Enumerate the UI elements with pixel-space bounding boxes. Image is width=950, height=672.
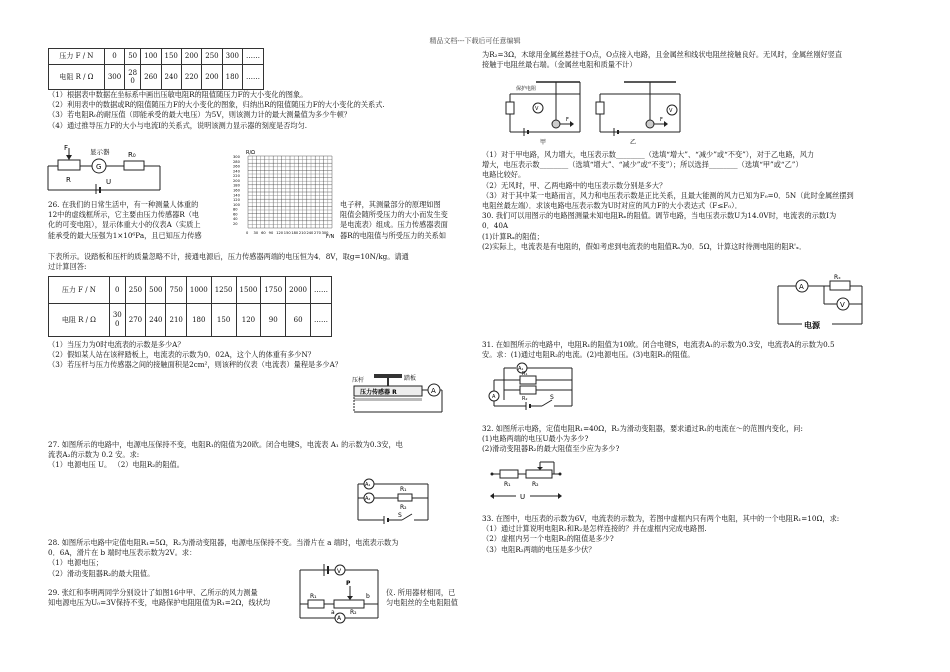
grid-x-tick: 120 xyxy=(276,231,284,235)
a2-label: A₂ xyxy=(365,496,371,502)
table-cell: 电阻 R / Ω xyxy=(49,304,110,337)
q33-part1: （1）通过计算说明电阻R₁和R₂是怎样连接的？并在虚框内完成电路图. xyxy=(482,524,707,534)
q32-line: 32. 如图所示电路，定值电阻R₁=40Ω，R₂为滑动变阻器，要求通过R₁的电流在～的范围内变化，问: xyxy=(482,424,803,433)
q31-text xyxy=(482,340,912,360)
grid-y-tick: 80 xyxy=(233,207,238,212)
table-row xyxy=(49,277,332,304)
table-cell: 2000 xyxy=(286,277,311,304)
voltmeter-label: V xyxy=(337,568,342,575)
r1-label: R₁ xyxy=(522,371,528,377)
q28-line: （2）滑动变阻器R₂的最大阻值。 xyxy=(48,568,155,578)
q26-line: 12中的虚线框所示，它主要由压力传感器R（电 xyxy=(48,210,200,220)
table-cell: 300 xyxy=(104,65,124,90)
table-cell: 200 xyxy=(202,65,222,90)
q27-text xyxy=(48,440,466,471)
voltage-label: U xyxy=(106,178,112,186)
table-cell: …… xyxy=(243,65,264,90)
figure-yi-label: 乙 xyxy=(630,139,637,146)
table-cell: 1750 xyxy=(261,277,286,304)
table-cell: 30 0 xyxy=(109,304,125,337)
q26-line: 阻值会随所受压力的大小而发生变 xyxy=(340,210,448,220)
q26-intro-left xyxy=(48,200,238,241)
q25-part2: （2）利用表中的数据或R的阻值随压力F的大小变化的图象，归纳出R的阻值随压力F的大小变化的关系式. xyxy=(48,100,385,110)
protect-resistor-label: 保护电阻 xyxy=(516,86,537,92)
voltage-label: U xyxy=(520,493,526,501)
q27-line: （1）电源电压 U。 （2）电阻R₂的阻值。 xyxy=(48,460,184,470)
q25-part4: （4）通过推导压力F的大小与电流I的关系式，说明该测力显示器的刻度是否均匀. xyxy=(48,120,308,130)
force-resistance-table-1 xyxy=(48,48,264,90)
q29-line: 知电源电压为U₀=3V保持不变，电路保护电阻阻值为R₁=2Ω，线状均 xyxy=(48,598,271,608)
force-resistance-table-2 xyxy=(48,276,332,337)
table-cell: 300 xyxy=(222,49,242,65)
r2-label: R₂ xyxy=(532,481,539,488)
grid-x-tick: 180 xyxy=(291,231,299,235)
slider-p-label: P xyxy=(346,580,351,587)
q30-line: 30. 我们可以用图示的电路图测量未知电阻Rₓ的阻值。调节电路，当电压表示数U为14.0V时，电流表的示数I为 xyxy=(482,211,837,221)
grid-y-tick: 40 xyxy=(233,217,238,222)
q26-line: 过计算回答: xyxy=(48,262,87,272)
q26-line: 化的可变电阻），显示体重大小的仪表A（实质上 xyxy=(48,220,201,230)
table-cell: 240 xyxy=(146,304,166,337)
table-cell: …… xyxy=(311,304,332,337)
grid-y-tick: 100 xyxy=(233,202,240,207)
right-column-top xyxy=(482,50,902,70)
table-cell: 180 xyxy=(222,65,242,90)
sensor-label: 压力传感器 R xyxy=(360,389,397,396)
table-cell: 250 xyxy=(202,49,222,65)
q26-line: 下表所示。设踏板和压杆的质量忽略不计，接通电源后，压力传感器两端的电压恒为4．8V，取g=10N/kg。请通 xyxy=(48,252,409,261)
q27-circuit-diagram xyxy=(354,476,432,526)
r0-label: R₀ xyxy=(128,151,136,159)
table-row xyxy=(49,304,332,337)
q25-part3: （3）若电阻R₀的耐压值（即能承受的最大电压）为5V，则该测力计的最大测量值为多少牛顿？ xyxy=(48,110,351,120)
q29-part3: （3）对于其中某一电路而言，风力和电压表示数是正比关系，且最大能测的风力已知为F₀=0．5N（此时金属丝摆到 xyxy=(482,190,854,200)
r1-label: R₁ xyxy=(310,593,317,600)
rod-label: 压杆 xyxy=(352,377,365,384)
scale-sensor-diagram xyxy=(350,372,450,416)
figure-jia-label: 甲 xyxy=(540,139,547,146)
q32-part2: (2)滑动变阻器R₂的最大阻值至少应为多少? xyxy=(482,444,620,454)
ammeter-label: A xyxy=(431,387,436,395)
table-cell: 1250 xyxy=(211,277,236,304)
q26-questions xyxy=(48,340,466,371)
switch-label: S xyxy=(398,512,402,519)
q29-part1: （1）对于甲电路，风力增大，电压表示数________（选填“增大”、“减少”或“不变”），对于乙电路，风力 xyxy=(482,150,815,159)
page-header: 精品文档---下载后可任意编辑 xyxy=(429,37,521,45)
end-b-label: b xyxy=(366,593,370,600)
q29-line: 匀电阻丝的全电阻阻值 xyxy=(386,598,458,608)
q26-line: 26. 在我们的日常生活中，有一种测量人体重的 xyxy=(48,200,199,209)
ammeter-label: A xyxy=(799,283,804,291)
q29-part1-end: 电路比较好。 xyxy=(482,170,526,180)
voltmeter-icon: V xyxy=(669,108,673,114)
table-cell: 0 xyxy=(104,49,124,65)
q26-line: 电子秤，其测量部分的原理如图 xyxy=(340,200,441,209)
table-cell: 0 xyxy=(109,277,125,304)
display-label: 显示器 xyxy=(90,148,110,156)
q26-line: 能承受的最大压强为1×10⁶Pa，且已知压力传感 xyxy=(48,230,202,240)
ammeter-label: A xyxy=(337,615,342,622)
grid-y-tick: 160 xyxy=(233,188,240,193)
grid-x-tick: 0 xyxy=(246,231,249,235)
grid-x-tick: 240 xyxy=(306,231,314,235)
grid-y-tick: 200 xyxy=(233,178,240,183)
grid-x-tick: 270 xyxy=(314,231,321,235)
left-column xyxy=(48,48,466,131)
table-cell: 90 xyxy=(261,304,286,337)
grid-x-tick: 300 xyxy=(321,231,329,235)
table-cell: 260 xyxy=(141,65,161,90)
voltmeter-label: V xyxy=(840,301,845,309)
table-cell: 750 xyxy=(166,277,186,304)
table-cell: 180 xyxy=(186,304,211,337)
figure-jia xyxy=(506,82,580,146)
q29-intro-right xyxy=(386,588,472,608)
table-cell: 200 xyxy=(181,49,201,65)
r2-label: R₂ xyxy=(400,504,407,511)
grid-y-tick: 180 xyxy=(233,183,240,188)
q29-part3-cont: 电阻丝最左端）．求该电路电压表示数为U时对应的风力F的大小表达式（F≤F₀）． xyxy=(482,201,742,211)
q29-line: 为R₂=3Ω，木球用金属丝悬挂于O点，O点接入电路，且金属丝和线状电阻丝接触良好。无风时，金属丝刚好竖直 xyxy=(482,50,843,59)
wind-meter-diagrams xyxy=(500,74,690,146)
grid-y-label: R/Ω xyxy=(246,150,255,156)
grid-y-tick: 20 xyxy=(233,221,238,226)
q27-line: 27. 如图所示的电路中，电源电压保持不变，电阻R₁的阻值为20欧。闭合电键S，电流表 A₁ 的示数为0.3安，电 xyxy=(48,440,403,449)
table-cell: 210 xyxy=(166,304,186,337)
q25-part1: （1）根据表中数据在坐标系中画出压敏电阻R的阻值随压力F的大小变化的图象。 xyxy=(48,90,308,99)
q30-part2: (2)实际上，电流表是有电阻的，假如考虑到电流表的电阻值Rₐ为0．5Ω，计算这时待测电阻的阻R'ₓ． xyxy=(482,241,807,251)
figure-yi xyxy=(596,82,680,146)
q33-text xyxy=(482,514,912,555)
grid-y-tick: 300 xyxy=(233,155,240,159)
q28-line: （1）电源电压； xyxy=(48,558,103,568)
q30-part1: (1)计算Rₓ的阻值； xyxy=(482,231,544,241)
blank-r-f-grid xyxy=(232,146,340,238)
table-cell: …… xyxy=(311,277,332,304)
grid-y-tick: 220 xyxy=(233,174,240,179)
grid-lines xyxy=(248,156,332,228)
q26-line: 是电流表）组成。压力传感器表面 xyxy=(340,220,448,230)
q30-circuit-diagram xyxy=(772,272,868,336)
ammeter-label: A xyxy=(492,394,496,400)
q26-line: 器R的电阻值与所受压力的关系如 xyxy=(340,230,447,240)
grid-x-label: F/N xyxy=(326,234,335,238)
grid-y-tick: 140 xyxy=(233,193,240,198)
table-cell: 50 xyxy=(125,49,141,65)
q26-intro-right xyxy=(340,200,466,241)
grid-y-tick: 280 xyxy=(233,159,240,164)
q31-line: 安。求：(1)通过电阻R₂的电流。(2)电源电压。(3)电阻R₂的阻值。 xyxy=(482,350,695,360)
table-cell: 270 xyxy=(125,304,145,337)
q26-part3: （3）若压杆与压力传感器之间的接触面积是2cm²，则该秤的仪表（电流表）量程是多少A？ xyxy=(48,360,343,370)
q33-part3: （3）电阻R₂两端的电压是多少伏？ xyxy=(482,544,596,554)
grid-y-tick: 240 xyxy=(233,169,240,174)
q29-part1-cont: 增大，电压表示数________（选填“增大”、“减少”或“不变”）；所以选择________（选填“甲”或“乙”） xyxy=(482,160,803,170)
table-cell: …… xyxy=(243,49,264,65)
force-label: F xyxy=(660,117,663,123)
q33-part2: （2）虚框内另一个电阻R₂的阻值是多少? xyxy=(482,534,614,544)
pedal-label: 踏板 xyxy=(404,375,417,382)
table-cell: 100 xyxy=(141,49,161,65)
power-source-label: 电源 xyxy=(804,321,820,330)
q29-line: 29. 张红和李明两同学分别设计了如图16中甲、乙所示的风力测量 xyxy=(48,588,258,597)
table-cell: 150 xyxy=(161,49,181,65)
table-cell: 240 xyxy=(161,65,181,90)
grid-x-tick: 90 xyxy=(268,231,274,235)
force-label: F xyxy=(566,117,569,123)
r-label: R xyxy=(66,176,71,184)
grid-y-tick: 260 xyxy=(233,164,240,169)
grid-y-tick: 60 xyxy=(233,212,238,217)
q28-line: 28. 如图所示电路中定值电阻R₁=5Ω，R₂为滑动变阻器，电源电压保持不变。当滑片在 a 端时，电流表示数为 xyxy=(48,538,399,547)
table-cell: 220 xyxy=(181,65,201,90)
grid-x-tick: 60 xyxy=(261,231,266,235)
a1-label: A₁ xyxy=(518,366,524,372)
q32-text xyxy=(482,424,912,455)
table-cell: 电阻 R / Ω xyxy=(49,65,105,90)
voltmeter-icon: V xyxy=(535,106,539,112)
q28-line: 0．6A，滑片在 b 端时电压表示数为2V。求： xyxy=(48,548,197,558)
force-label: F xyxy=(64,144,69,152)
q28-circuit-diagram xyxy=(294,556,384,626)
r2-label: R₂ xyxy=(350,609,357,616)
q29-line: 接触于电阻丝最右端。（金属丝电阻和质量不计） xyxy=(482,60,637,70)
table-row xyxy=(49,65,264,90)
table-cell: 120 xyxy=(236,304,261,337)
q33-line: 33. 在图中，电压表的示数为6V，电流表的示数为，若图中虚框内只有两个电阻，其中的一个电阻R₁=10Ω，求: xyxy=(482,514,840,523)
galvanometer-label: G xyxy=(96,163,102,171)
grid-x-ticks xyxy=(246,231,329,235)
table-cell: 150 xyxy=(211,304,236,337)
q29-questions xyxy=(482,150,912,252)
q26-part1: （1）当压力为0时电流表的示数是多少A？ xyxy=(48,340,185,349)
display-circuit-diagram xyxy=(44,142,164,194)
grid-x-tick: 210 xyxy=(298,231,306,235)
r1-label: R₁ xyxy=(504,481,511,488)
q29-part2: （2）无风时，甲、乙两电路中的电压表示数分别是多大？ xyxy=(482,180,667,190)
switch-label: S xyxy=(550,394,554,401)
table-cell: 压力 F / N xyxy=(49,49,105,65)
table-cell: 60 xyxy=(286,304,311,337)
q29-line: 仪. 所用器材相同，已 xyxy=(386,588,456,597)
grid-x-tick: 30 xyxy=(253,231,259,235)
q26-body xyxy=(48,252,466,272)
q30-line: 0．40A xyxy=(482,221,509,231)
table-cell: 压力 F / N xyxy=(49,277,110,304)
q26-part2: （2）假如某人站在该秤踏板上，电流表的示数为0．02A，这个人的体重有多少N？ xyxy=(48,350,315,360)
r2-label: R₂ xyxy=(522,396,528,402)
grid-y-tick: 120 xyxy=(233,198,240,203)
rx-label: Rₓ xyxy=(834,274,841,281)
r1-label: R₁ xyxy=(400,486,407,493)
grid-x-tick: 150 xyxy=(283,231,291,235)
q27-line: 流表A₂的示数为 0.2 安。求: xyxy=(48,450,140,460)
table-cell: 250 xyxy=(125,277,145,304)
end-a-label: a xyxy=(331,609,335,616)
table-cell: 1500 xyxy=(236,277,261,304)
table-cell: 28 0 xyxy=(125,65,141,90)
table-cell: 500 xyxy=(146,277,166,304)
table-row xyxy=(49,49,264,65)
q32-circuit-diagram xyxy=(488,460,564,504)
q31-line: 31. 在如图所示的电路中，电阻R₁的阻值为10欧。闭合电键S，电流表A₁的示数为0.3安，电流表A的示数为0.5 xyxy=(482,340,835,349)
q29-intro-left xyxy=(48,588,292,608)
q31-circuit-diagram xyxy=(486,362,582,412)
table-cell: 1000 xyxy=(186,277,211,304)
a1-label: A₁ xyxy=(365,482,371,488)
q32-part1: (1)电路两端的电压U最小为多少? xyxy=(482,434,589,444)
